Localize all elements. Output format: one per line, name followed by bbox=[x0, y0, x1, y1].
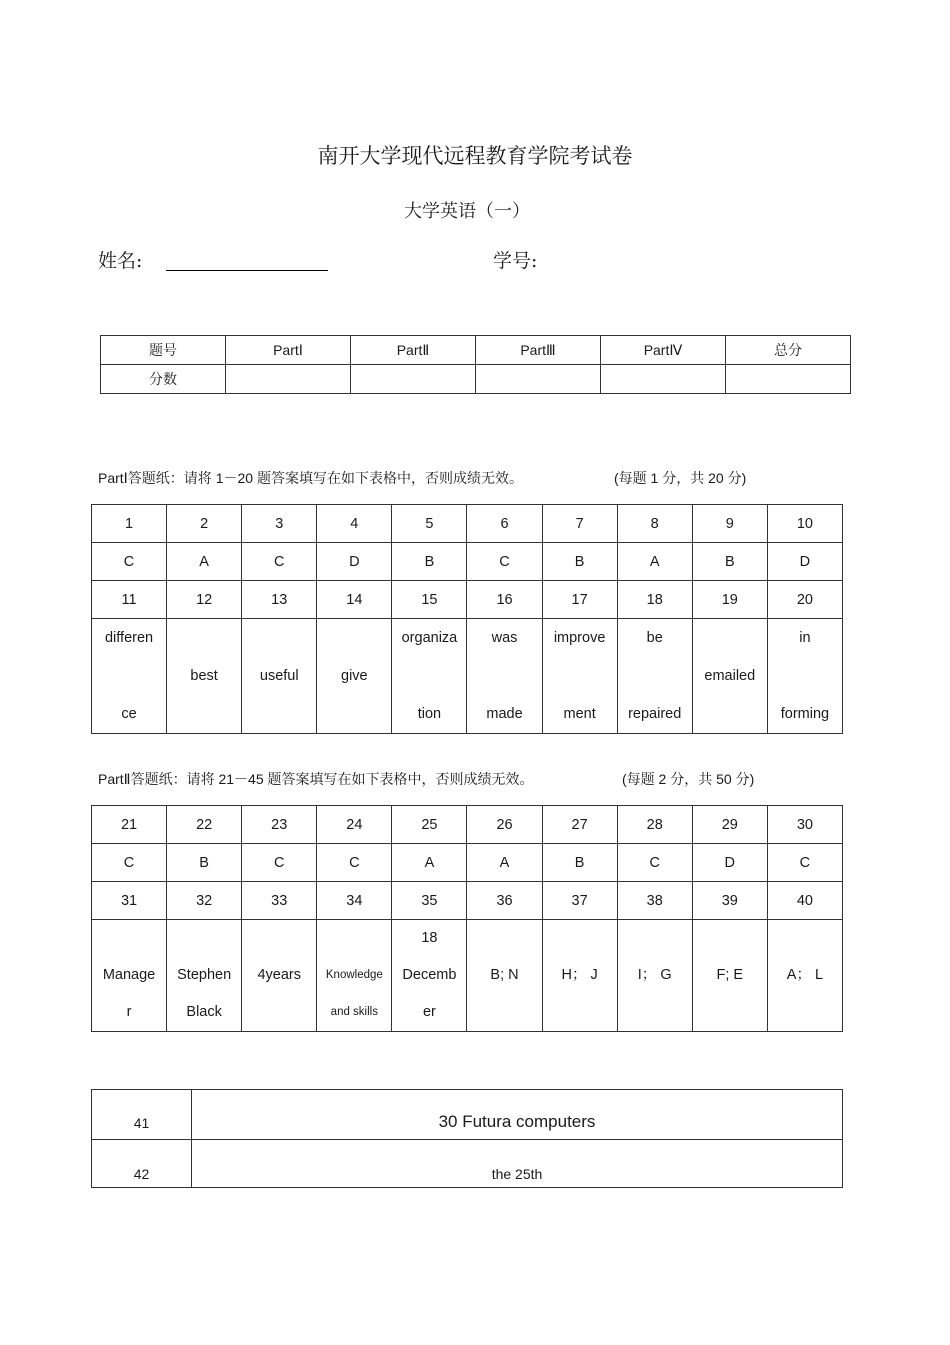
answer-cell bbox=[167, 920, 242, 1032]
answer-line bbox=[467, 994, 541, 1031]
answer-line: best bbox=[190, 668, 218, 684]
answer-line bbox=[768, 657, 842, 695]
answer-cell bbox=[317, 920, 392, 1032]
answer-choice: D bbox=[317, 543, 392, 581]
question-number: 6 bbox=[467, 505, 542, 543]
answer-choice: A bbox=[392, 844, 467, 882]
answer-line: I； G bbox=[637, 967, 672, 983]
question-number: 32 bbox=[167, 882, 242, 920]
question-number: 25 bbox=[392, 806, 467, 844]
part2-number-row-b bbox=[92, 882, 843, 920]
question-number: 24 bbox=[317, 806, 392, 844]
answer-line bbox=[317, 920, 391, 957]
answer-cell bbox=[467, 920, 542, 1032]
answer-choice: D bbox=[767, 543, 842, 581]
answer-cell bbox=[692, 619, 767, 734]
name-underline bbox=[166, 270, 328, 271]
answer-cell bbox=[92, 920, 167, 1032]
part1-number-row-a bbox=[92, 505, 843, 543]
answer-line bbox=[543, 657, 617, 695]
answer-line bbox=[618, 657, 692, 695]
answer-line: made bbox=[486, 706, 523, 722]
part2-answer-row-b bbox=[92, 920, 843, 1032]
question-number: 39 bbox=[692, 882, 767, 920]
answer-cell bbox=[92, 619, 167, 734]
score-value-cell bbox=[476, 365, 601, 394]
part2-points: (每题 2 分，共 50 分) bbox=[622, 771, 755, 787]
answer-line bbox=[317, 695, 391, 733]
question-number: 14 bbox=[317, 581, 392, 619]
score-value-cell bbox=[601, 365, 726, 394]
answer-line: useful bbox=[259, 668, 299, 684]
answer-line bbox=[467, 920, 541, 957]
answer-line bbox=[693, 619, 767, 657]
answer-line bbox=[242, 695, 316, 733]
question-number: 20 bbox=[767, 581, 842, 619]
question-number: 21 bbox=[92, 806, 167, 844]
score-header-cell: 题号 bbox=[101, 336, 226, 365]
student-id-label: 学号: bbox=[493, 250, 538, 272]
score-row-label: 分数 bbox=[101, 365, 226, 394]
answer-text: the 25th bbox=[192, 1140, 843, 1188]
part2-instruction-text: PartⅡ答题纸：请将 21－45 题答案填写在如下表格中，否则成绩无效。 bbox=[98, 771, 534, 787]
answer-line: forming bbox=[780, 706, 830, 722]
answer-cell bbox=[542, 920, 617, 1032]
answer-line bbox=[693, 994, 767, 1031]
answer-choice: C bbox=[92, 844, 167, 882]
score-header-cell: PartⅢ bbox=[476, 336, 601, 365]
part1-instruction-text: PartⅠ答题纸：请将 1－20 题答案填写在如下表格中，否则成绩无效。 bbox=[98, 470, 523, 486]
score-value-cell bbox=[351, 365, 476, 394]
score-value-cell bbox=[726, 365, 851, 394]
answer-choice: A bbox=[467, 844, 542, 882]
answer-choice: C bbox=[767, 844, 842, 882]
question-number: 31 bbox=[92, 882, 167, 920]
answer-line: F; E bbox=[716, 967, 744, 983]
answer-choice: C bbox=[317, 844, 392, 882]
answer-line: B; N bbox=[490, 967, 519, 983]
answer-line bbox=[768, 994, 842, 1031]
question-number: 35 bbox=[392, 882, 467, 920]
part1-answer-row-b bbox=[92, 619, 843, 734]
question-number: 40 bbox=[767, 882, 842, 920]
question-number: 17 bbox=[542, 581, 617, 619]
answer-line: organiza bbox=[401, 630, 458, 646]
answer-cell bbox=[617, 619, 692, 734]
question-number: 16 bbox=[467, 581, 542, 619]
answer-line bbox=[242, 920, 316, 957]
question-number: 7 bbox=[542, 505, 617, 543]
answer-cell bbox=[242, 619, 317, 734]
part1-instruction bbox=[98, 468, 523, 488]
question-number: 27 bbox=[542, 806, 617, 844]
answer-choice: B bbox=[392, 543, 467, 581]
answer-line bbox=[92, 657, 166, 695]
exam-title: 南开大学现代远程教育学院考试卷 bbox=[317, 144, 633, 168]
answer-line: give bbox=[341, 668, 368, 684]
name-label: 姓名: bbox=[98, 250, 143, 272]
question-number: 3 bbox=[242, 505, 317, 543]
question-number: 42 bbox=[92, 1140, 192, 1188]
question-number: 4 bbox=[317, 505, 392, 543]
question-number: 15 bbox=[392, 581, 467, 619]
answer-line: r bbox=[126, 1004, 132, 1020]
answer-line bbox=[167, 619, 241, 657]
answer-row-42 bbox=[92, 1140, 843, 1188]
answer-cell bbox=[617, 920, 692, 1032]
question-number: 38 bbox=[617, 882, 692, 920]
question-number: 9 bbox=[692, 505, 767, 543]
answer-choice: C bbox=[92, 543, 167, 581]
score-value-row bbox=[101, 365, 851, 394]
question-number: 34 bbox=[317, 882, 392, 920]
question-number: 29 bbox=[692, 806, 767, 844]
answer-cell bbox=[167, 619, 242, 734]
answer-choice: B bbox=[167, 844, 242, 882]
answer-line: H； J bbox=[561, 967, 598, 983]
score-header-cell: PartⅠ bbox=[226, 336, 351, 365]
answer-choice: A bbox=[617, 543, 692, 581]
question-number: 1 bbox=[92, 505, 167, 543]
answer-line: improve bbox=[553, 630, 606, 646]
question-number: 26 bbox=[467, 806, 542, 844]
answer-line: Decemb bbox=[402, 967, 457, 983]
answer-cell bbox=[242, 920, 317, 1032]
answer-choice: D bbox=[692, 844, 767, 882]
answer-cell bbox=[467, 619, 542, 734]
question-number: 30 bbox=[767, 806, 842, 844]
answer-line: in bbox=[799, 630, 811, 646]
answer-line bbox=[693, 920, 767, 957]
answer-line: 4years bbox=[257, 967, 301, 983]
answer-row-41 bbox=[92, 1090, 843, 1140]
answer-line bbox=[317, 619, 391, 657]
answer-line bbox=[242, 619, 316, 657]
question-number: 19 bbox=[692, 581, 767, 619]
answer-choice: C bbox=[467, 543, 542, 581]
answer-line: Knowledge bbox=[325, 969, 383, 981]
answer-line: 18 bbox=[421, 930, 438, 946]
answer-choice: A bbox=[167, 543, 242, 581]
part1-answer-row-a bbox=[92, 543, 843, 581]
answer-text: 30 Futura computers bbox=[192, 1090, 843, 1140]
answer-choice: B bbox=[542, 543, 617, 581]
answer-line: emailed bbox=[704, 668, 756, 684]
answer-cell bbox=[317, 619, 392, 734]
part2-extra-table bbox=[91, 1089, 843, 1188]
answer-choice: C bbox=[242, 543, 317, 581]
answer-line bbox=[618, 994, 692, 1031]
answer-line bbox=[167, 920, 241, 957]
answer-line: Manage bbox=[102, 967, 156, 983]
answer-line: differen bbox=[104, 630, 154, 646]
answer-cell bbox=[692, 920, 767, 1032]
score-header-cell: 总分 bbox=[726, 336, 851, 365]
answer-line bbox=[618, 920, 692, 957]
answer-cell bbox=[542, 619, 617, 734]
answer-cell bbox=[767, 619, 842, 734]
answer-line bbox=[392, 657, 466, 695]
score-table bbox=[100, 335, 851, 394]
answer-line bbox=[92, 920, 166, 957]
question-number: 11 bbox=[92, 581, 167, 619]
question-number: 13 bbox=[242, 581, 317, 619]
answer-choice: B bbox=[692, 543, 767, 581]
answer-line bbox=[543, 994, 617, 1031]
question-number: 5 bbox=[392, 505, 467, 543]
score-header-row bbox=[101, 336, 851, 365]
score-header-cell: PartⅡ bbox=[351, 336, 476, 365]
question-number: 28 bbox=[617, 806, 692, 844]
question-number: 10 bbox=[767, 505, 842, 543]
question-number: 12 bbox=[167, 581, 242, 619]
part1-answer-table bbox=[91, 504, 843, 734]
question-number: 37 bbox=[542, 882, 617, 920]
part1-points: (每题 1 分，共 20 分) bbox=[614, 470, 747, 486]
answer-line: repaired bbox=[628, 706, 682, 722]
question-number: 23 bbox=[242, 806, 317, 844]
answer-choice: C bbox=[242, 844, 317, 882]
question-number: 33 bbox=[242, 882, 317, 920]
answer-choice: B bbox=[542, 844, 617, 882]
answer-line bbox=[543, 920, 617, 957]
answer-line: tion bbox=[417, 706, 442, 722]
score-value-cell bbox=[226, 365, 351, 394]
answer-cell bbox=[392, 920, 467, 1032]
question-number: 41 bbox=[92, 1090, 192, 1140]
answer-line: ment bbox=[563, 706, 596, 722]
score-header-cell: PartⅣ bbox=[601, 336, 726, 365]
answer-line: er bbox=[422, 1004, 436, 1020]
answer-line bbox=[768, 920, 842, 957]
answer-line bbox=[242, 994, 316, 1031]
question-number: 22 bbox=[167, 806, 242, 844]
answer-cell bbox=[392, 619, 467, 734]
question-number: 8 bbox=[617, 505, 692, 543]
part2-answer-table bbox=[91, 805, 843, 1032]
question-number: 18 bbox=[617, 581, 692, 619]
answer-line: was bbox=[491, 630, 518, 646]
part2-answer-row-a bbox=[92, 844, 843, 882]
course-title: 大学英语（一） bbox=[404, 201, 530, 222]
answer-line: Stephen bbox=[177, 967, 232, 983]
answer-line bbox=[693, 695, 767, 733]
question-number: 36 bbox=[467, 882, 542, 920]
answer-line bbox=[467, 657, 541, 695]
part2-instruction bbox=[98, 769, 534, 789]
answer-cell bbox=[767, 920, 842, 1032]
answer-line: Black bbox=[186, 1004, 222, 1020]
answer-line: A； L bbox=[786, 967, 824, 983]
part1-number-row-b bbox=[92, 581, 843, 619]
answer-line: and skills bbox=[330, 1006, 378, 1018]
question-number: 2 bbox=[167, 505, 242, 543]
part2-number-row-a bbox=[92, 806, 843, 844]
answer-line: ce bbox=[121, 706, 137, 722]
answer-choice: C bbox=[617, 844, 692, 882]
answer-line bbox=[167, 695, 241, 733]
answer-line: be bbox=[646, 630, 663, 646]
